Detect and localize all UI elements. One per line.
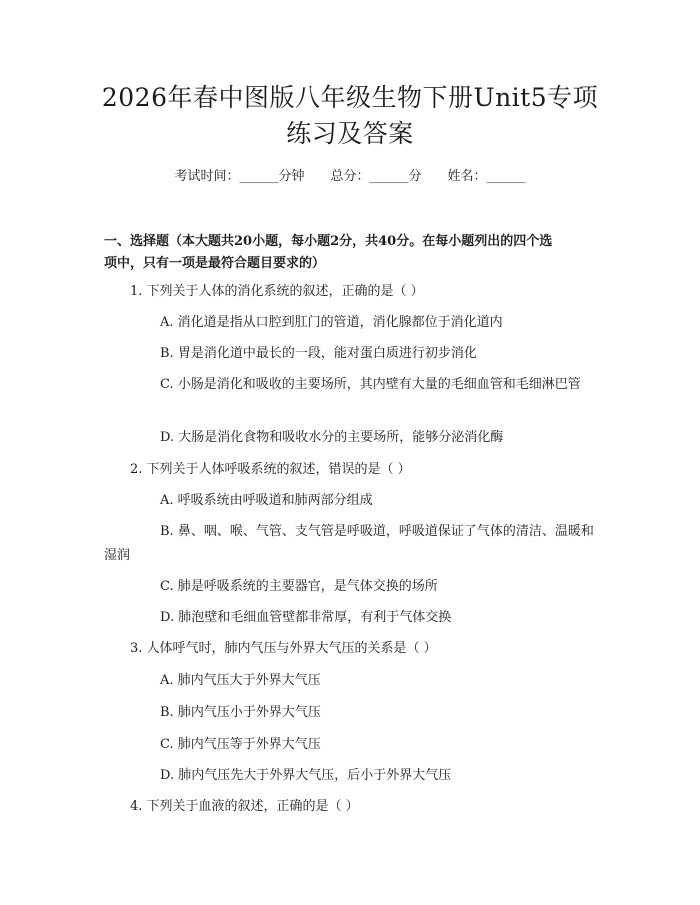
- question-4-stem: 4. 下列关于血液的叙述，正确的是（ ）: [130, 799, 359, 814]
- question-2-option-a: A. 呼吸系统由呼吸道和肺两部分组成: [160, 493, 373, 508]
- question-1-option-d: D. 大肠是消化食物和吸收水分的主要场所，能够分泌消化酶: [160, 430, 504, 445]
- doc-title-line1: 2026年春中图版八年级生物下册Unit5专项: [101, 83, 599, 112]
- question-2-stem: 2. 下列关于人体呼吸系统的叙述，错误的是（ ）: [130, 462, 411, 477]
- exam-time-label: 考试时间：______分钟: [174, 169, 305, 184]
- question-3-option-a: A. 肺内气压大于外界大气压: [160, 673, 321, 688]
- question-1-option-b: B. 胃是消化道中最长的一段，能对蛋白质进行初步消化: [160, 346, 477, 361]
- student-name-label: 姓名：______: [447, 169, 526, 184]
- section-heading-line2: 项中，只有一项是最符合题目要求的）: [104, 256, 326, 271]
- question-3-stem: 3. 人体呼气时，肺内气压与外界大气压的关系是（ ）: [130, 641, 437, 656]
- question-1-option-c: C. 小肠是消化和吸收的主要场所，其内壁有大量的毛细血管和毛细淋巴管: [160, 377, 581, 392]
- question-3-option-d: D. 肺内气压先大于外界大气压，后小于外界大气压: [160, 768, 452, 783]
- exam-meta: [0, 166, 700, 188]
- question-1-stem: 1. 下列关于人体的消化系统的叙述，正确的是（ ）: [130, 284, 424, 299]
- question-2-option-d: D. 肺泡壁和毛细血管壁都非常厚，有利于气体交换: [160, 610, 452, 625]
- question-3-option-b: B. 肺内气压小于外界大气压: [160, 705, 321, 720]
- doc-title-line2: 练习及答案: [286, 119, 414, 148]
- section-heading-line1: 一、选择题（本大题共20小题，每小题2分，共40分。在每小题列出的四个选: [104, 234, 553, 249]
- question-3-option-c: C. 肺内气压等于外界大气压: [160, 737, 321, 752]
- question-1-option-a: A. 消化道是指从口腔到肛门的管道，消化腺都位于消化道内: [160, 315, 503, 330]
- total-score-label: 总分：______分: [330, 169, 422, 184]
- question-2-option-b: B. 鼻、咽、喉、气管、支气管是呼吸道，呼吸道保证了气体的清洁、温暖和湿润: [104, 524, 594, 563]
- question-2-option-c: C. 肺是呼吸系统的主要器官，是气体交换的场所: [160, 579, 438, 594]
